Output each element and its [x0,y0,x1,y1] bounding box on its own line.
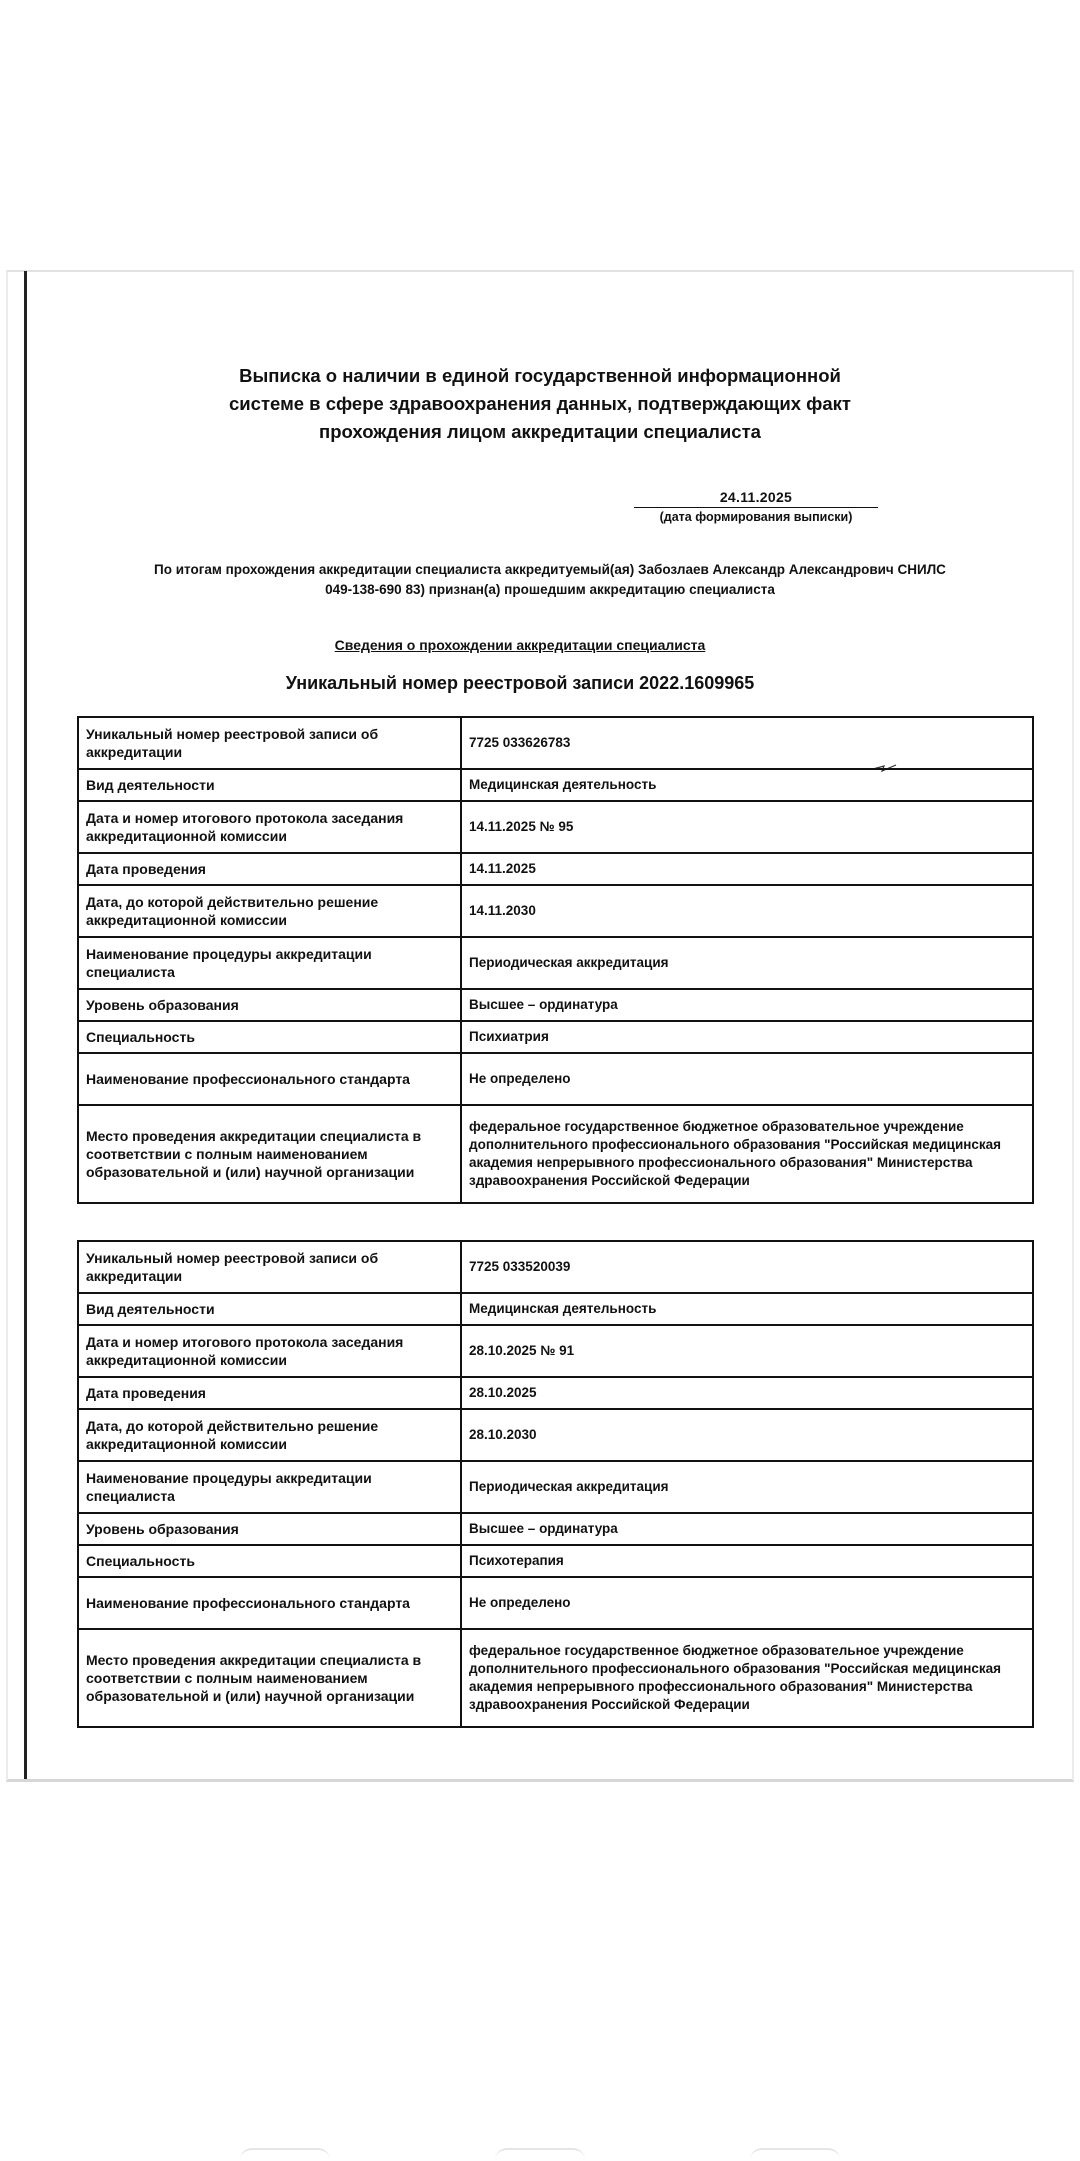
table-row [78,1577,1033,1629]
table-row [78,717,1033,769]
table-row [78,853,1033,885]
row-label: Наименование процедуры аккредитации специалиста [78,1461,461,1513]
row-label: Дата, до которой действительно решение аккредитационной комиссии [78,1409,461,1461]
row-label: Дата, до которой действительно решение аккредитационной комиссии [78,885,461,937]
row-label: Вид деятельности [78,769,461,801]
scan-edge-line [24,271,27,1779]
intro-line: По итогам прохождения аккредитации специалиста аккредитуемый(ая) Забозлаев Александр Александрович СНИЛС [154,562,946,577]
table-row [78,1409,1033,1461]
row-label: Наименование процедуры аккредитации специалиста [78,937,461,989]
row-value: федеральное государственное бюджетное образовательное учреждение дополнительного профессионального образования "Российская медицинская академия непрерывного профессионального образования" Министерства здравоохранения Российской Федерации [461,1629,1033,1727]
row-label: Уровень образования [78,989,461,1021]
table-row [78,1545,1033,1577]
bottom-nav-ghost [240,2148,840,2161]
row-value: Психотерапия [461,1545,1033,1577]
title-line: прохождения лицом аккредитации специалиста [319,421,761,442]
registry-number: Уникальный номер реестровой записи 2022.1609965 [285,673,755,693]
table-row [78,1377,1033,1409]
row-label: Дата проведения [78,1377,461,1409]
row-label: Уникальный номер реестровой записи об аккредитации [78,717,461,769]
row-label: Дата и номер итогового протокола заседания аккредитационной комиссии [78,1325,461,1377]
row-value: 7725 033520039 [461,1241,1033,1293]
table-row [78,1461,1033,1513]
formation-date-caption: (дата формирования выписки) [659,510,853,524]
title-line: Выписка о наличии в единой государственной информационной [239,365,841,386]
table-row [78,1293,1033,1325]
table-row [78,937,1033,989]
row-value: Медицинская деятельность [461,769,1033,801]
title-line: системе в сфере здравоохранения данных, подтверждающих факт [229,393,851,414]
table-row [78,801,1033,853]
row-label: Вид деятельности [78,1293,461,1325]
table-row [78,989,1033,1021]
formation-date-block [634,489,878,524]
row-label: Дата проведения [78,853,461,885]
row-label: Наименование профессионального стандарта [78,1577,461,1629]
row-value: Периодическая аккредитация [461,1461,1033,1513]
table-row [78,1021,1033,1053]
table-row [78,1629,1033,1727]
row-label: Специальность [78,1021,461,1053]
row-label: Место проведения аккредитации специалиста в соответствии с полным наименованием образовательной и (или) научной организации [78,1105,461,1203]
row-value: 28.10.2025 [461,1377,1033,1409]
row-value: федеральное государственное бюджетное образовательное учреждение дополнительного профессионального образования "Российская медицинская академия непрерывного профессионального образования" Министерства здравоохранения Российской Федерации [461,1105,1033,1203]
row-value: 28.10.2025 № 91 [461,1325,1033,1377]
table-row [78,1105,1033,1203]
nav-ghost-shape [240,2148,330,2160]
table-row [78,1053,1033,1105]
row-label: Место проведения аккредитации специалиста в соответствии с полным наименованием образовательной и (или) научной организации [78,1629,461,1727]
nav-ghost-shape [495,2148,585,2160]
nav-ghost-shape [750,2148,840,2160]
row-value: 7725 033626783 [461,717,1033,769]
row-label: Уровень образования [78,1513,461,1545]
table-row [78,885,1033,937]
formation-date: 24.11.2025 [634,489,878,508]
intro-paragraph [70,560,1030,600]
intro-line: 049-138-690 83) признан(а) прошедшим аккредитацию специалиста [325,582,775,597]
row-value: Медицинская деятельность [461,1293,1033,1325]
row-label: Специальность [78,1545,461,1577]
table-row [78,1241,1033,1293]
document-title [180,362,900,446]
row-value: 14.11.2025 № 95 [461,801,1033,853]
accreditation-table-2 [77,1240,1034,1728]
table-row [78,1513,1033,1545]
row-value: 14.11.2025 [461,853,1033,885]
row-label: Наименование профессионального стандарта [78,1053,461,1105]
table-row [78,769,1033,801]
row-value: 14.11.2030 [461,885,1033,937]
row-value: Не определено [461,1053,1033,1105]
row-value: Периодическая аккредитация [461,937,1033,989]
row-value: Психиатрия [461,1021,1033,1053]
row-value: Высшее – ординатура [461,989,1033,1021]
row-value: Высшее – ординатура [461,1513,1033,1545]
section-title: Сведения о прохождении аккредитации специалиста [334,637,706,653]
accreditation-table-1 [77,716,1034,1204]
row-value: Не определено [461,1577,1033,1629]
table-row [78,1325,1033,1377]
row-label: Уникальный номер реестровой записи об аккредитации [78,1241,461,1293]
row-value: 28.10.2030 [461,1409,1033,1461]
row-label: Дата и номер итогового протокола заседания аккредитационной комиссии [78,801,461,853]
